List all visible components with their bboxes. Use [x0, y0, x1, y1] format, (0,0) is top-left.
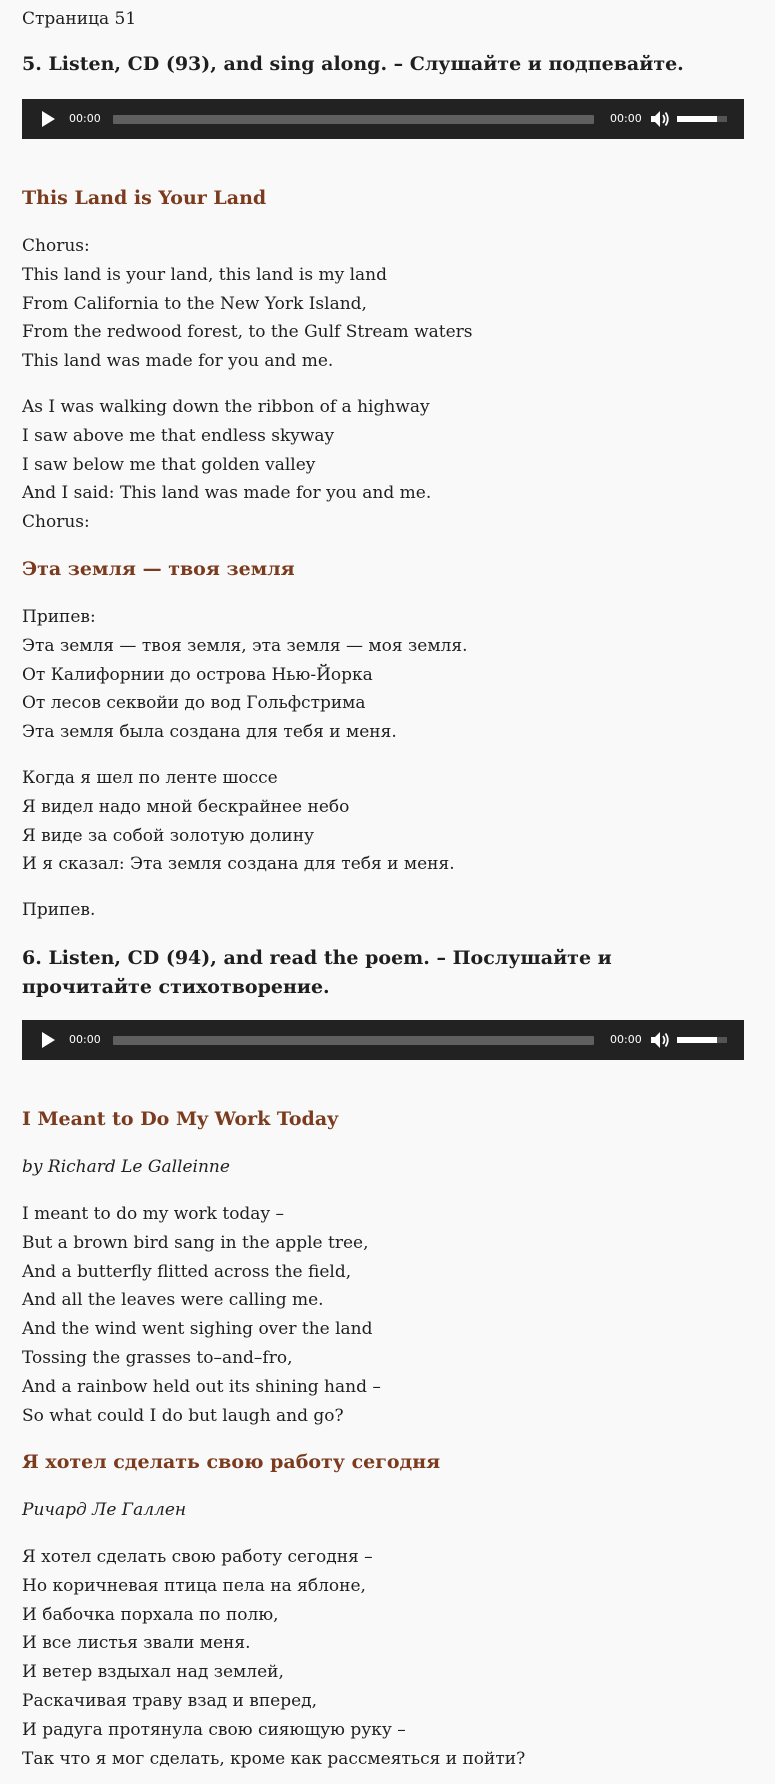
poem-title-ru: Я хотел сделать свою работу сегодня: [22, 1451, 441, 1473]
text-line: Раскачивая траву взад и вперед,: [22, 1690, 318, 1711]
song-en-stanza-2: [22, 393, 431, 537]
duration: 00:00: [610, 1033, 642, 1046]
volume-slider[interactable]: [677, 116, 727, 122]
mute-icon[interactable]: [650, 110, 670, 128]
text-line: And I said: This land was made for you and me.: [22, 483, 432, 504]
text-line: And a rainbow held out its shining hand –: [22, 1376, 381, 1397]
page-label: Страница 51: [22, 9, 137, 29]
text-line: Chorus:: [22, 236, 90, 256]
current-time: 00:00: [69, 112, 101, 125]
text-line: И радуга протянула свою сияющую руку –: [22, 1719, 406, 1740]
text-line: From California to the New York Island,: [22, 293, 367, 314]
text-line: This land is your land, this land is my land: [22, 264, 388, 285]
text-line: Но коричневая птица пела на яблоне,: [22, 1575, 366, 1596]
text-line: Chorus:: [22, 512, 90, 533]
text-line: From the redwood forest, to the Gulf Stream waters: [22, 322, 473, 343]
song-ru-stanza-2: [22, 764, 455, 879]
text-line: But a brown bird sang in the apple tree,: [22, 1232, 369, 1253]
text-line: От лесов секвойи до вод Гольфстрима: [22, 693, 366, 714]
song-ru-stanza-1: [22, 603, 468, 747]
text-line: Когда я шел по ленте шоссе: [22, 768, 278, 788]
text-line: Я хотел сделать свою работу сегодня –: [22, 1547, 373, 1567]
duration: 00:00: [610, 112, 642, 125]
text-line: И все листья звали меня.: [22, 1633, 251, 1654]
text-line: So what could I do but laugh and go?: [22, 1405, 344, 1426]
volume-slider[interactable]: [677, 1037, 727, 1043]
text-line: Я видел надо мной бескрайнее небо: [22, 796, 350, 817]
play-icon[interactable]: [42, 1032, 55, 1048]
text-line: И бабочка порхала по полю,: [22, 1604, 279, 1625]
poem-en-lines: [22, 1200, 381, 1430]
text-line: Я виде за собой золотую долину: [22, 825, 315, 846]
text-line: And the wind went sighing over the land: [22, 1319, 373, 1340]
play-icon[interactable]: [42, 111, 55, 127]
song-title-en: This Land is Your Land: [22, 187, 267, 209]
task-6-heading: 6. Listen, CD (94), and read the poem. – Послушайте и прочитайте стихотворение.: [22, 947, 612, 998]
poem-author-ru: Ричард Ле Галлен: [22, 1500, 187, 1520]
audio-player-2: [22, 1020, 744, 1060]
volume-fill: [677, 1037, 717, 1043]
audio-player-1: [22, 99, 744, 139]
text-line: И я сказал: Эта земля создана для тебя и меня.: [22, 854, 455, 875]
text-line: I saw above me that endless skyway: [22, 425, 335, 446]
poem-title-en: I Meant to Do My Work Today: [22, 1108, 339, 1130]
text-line: I meant to do my work today –: [22, 1204, 284, 1224]
text-line: Tossing the grasses to–and–fro,: [22, 1347, 293, 1368]
text-line: This land was made for you and me.: [22, 351, 334, 372]
mute-icon[interactable]: [650, 1031, 670, 1049]
text-line: Эта земля была создана для тебя и меня.: [22, 722, 397, 743]
text-line: I saw below me that golden valley: [22, 454, 316, 475]
text-line: And all the leaves were calling me.: [22, 1290, 324, 1311]
song-en-stanza-1: [22, 232, 473, 376]
progress-bar[interactable]: [113, 115, 594, 124]
poem-author-en: by Richard Le Galleinne: [22, 1157, 230, 1177]
text-line: Эта земля — твоя земля, эта земля — моя земля.: [22, 635, 468, 656]
progress-bar[interactable]: [113, 1036, 594, 1045]
text-line: Припев:: [22, 607, 96, 627]
text-line: И ветер вздыхал над землей,: [22, 1662, 284, 1683]
current-time: 00:00: [69, 1033, 101, 1046]
song-title-ru: Эта земля — твоя земля: [22, 558, 295, 580]
text-line: And a butterfly flitted across the field,: [22, 1261, 352, 1282]
text-line: Припев.: [22, 900, 96, 920]
text-line: As I was walking down the ribbon of a highway: [22, 397, 430, 417]
poem-ru-lines: [22, 1543, 525, 1773]
volume-fill: [677, 116, 717, 122]
text-line: Так что я мог сделать, кроме как рассмеяться и пойти?: [22, 1748, 526, 1769]
task-5-heading: 5. Listen, CD (93), and sing along. – Слушайте и подпевайте.: [22, 53, 684, 75]
text-line: От Калифорнии до острова Нью-Йорка: [22, 664, 373, 685]
song-ru-stanza-3: [22, 896, 95, 925]
